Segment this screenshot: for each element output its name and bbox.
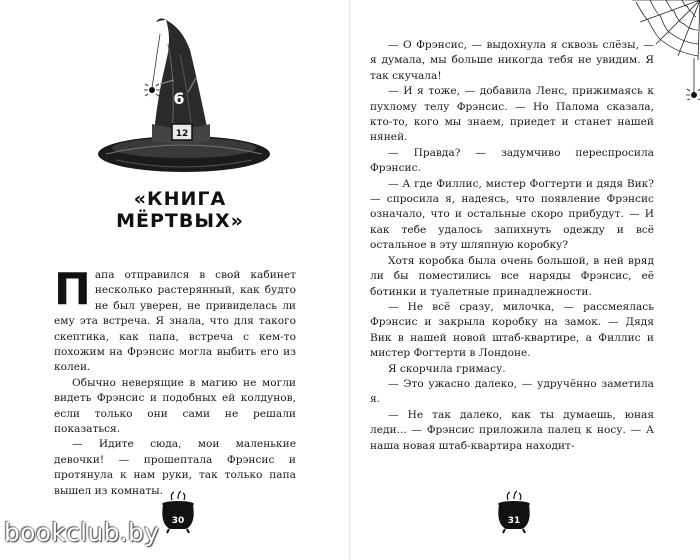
left-body-text [54,264,296,499]
page-number-cauldron [158,490,198,534]
page-number: 31 [507,516,521,526]
chapter-title: «КНИГА МЁРТВЫХ» [116,188,244,232]
hat-band-number: 12 [175,129,189,139]
right-paragraph: — О Фрэнсис, — выдохнула я сквозь слёзы, — я думала, мы больше никогда тебя не увидим. Я так скучала! [370,39,654,82]
chapter-number: 6 [173,89,185,108]
right-paragraph: — И я тоже, — добавила Ленс, прижимаясь к пухлому телу Фрэнсис. — Но Палома сказала, кто-то, кого мы знаем, приедет и станет нашей няней. [370,85,654,144]
right-paragraph: — А где Филлис, мистер Фогтерти и дядя Вик? — спросила я, надеясь, что появление Фрэнсис означало, что и остальные скоро прибудут. — И как тебе удалось запихнуть одежду и всё остальное в эту шляпную коробку? [370,177,654,252]
right-paragraph: — Правда? — задумчиво переспросила Фрэнсис. [370,146,654,175]
right-page [350,0,700,560]
right-paragraph: — Не всё сразу, милочка, — рассмеялась Фрэнсис и закрыла коробку на замок. — Дядя Вик в нашей новой штаб-квартире, а Филлис и мистер Фогтерти в Лондоне. [370,300,654,360]
page-number: 30 [171,516,185,526]
left-paragraph: — Идите сюда, мои маленькие девочки! — прошептала Фрэнсис и протянула к нам руки, так только папа вышел из комнаты. [54,438,296,497]
cauldron-icon [494,490,534,534]
left-paragraph: Обычно неверящие в магию не могли видеть Фрэнсис и подобных ей колдунов, если только они сами не решали показаться. [54,376,296,436]
page-number-cauldron [494,490,534,534]
right-paragraph: — Не так далеко, как ты думаешь, юная леди... — Фрэнсис приложила палец к носу. — А наша новая штаб-квартира находит- [370,408,654,452]
right-paragraph: Я скорчила гримасу. [388,362,506,375]
watermark: bookclub.by [4,518,160,547]
right-body-text [370,38,654,454]
cauldron-icon [158,490,198,534]
right-paragraph: — Это ужасно далеко, — удручённо заметила я. [370,377,654,406]
drop-cap: П [54,264,91,315]
left-paragraph: Папа отправился в свой кабинет несколько растерянный, как будто не был уверен, не привиделась ли ему эта встреча. Я знала, что для такого скептика, как папа, встреча с кем-то похожим на Фрэнсис могла выбить его из колеи. [54,264,296,374]
right-paragraph: Хотя коробка была очень большой, в ней вряд ли бы поместились все наряды Фрэнсис, её ботинки и туалетные принадлежности. [370,254,654,298]
witch-hat-icon [96,14,272,184]
